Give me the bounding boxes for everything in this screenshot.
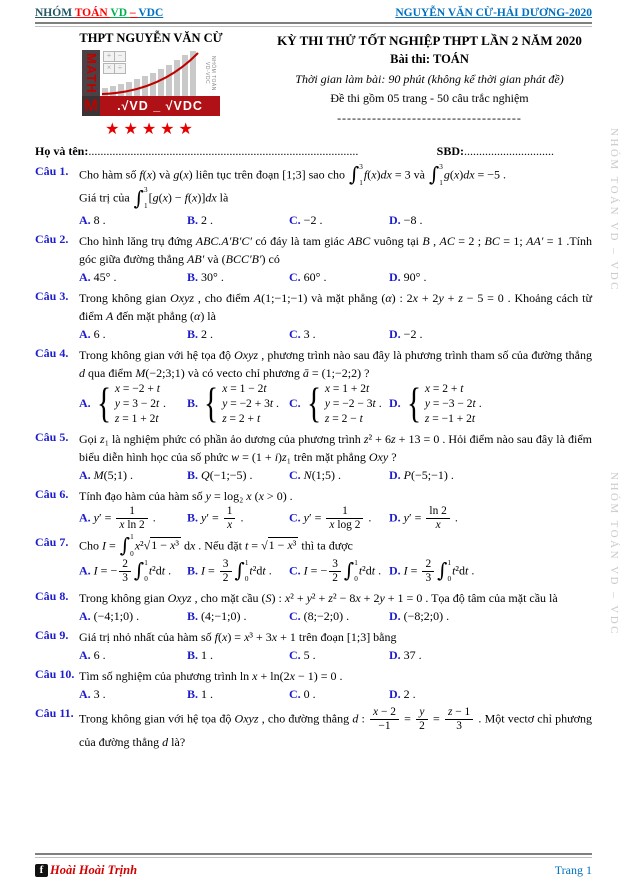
question-body [79,628,592,664]
answer-option: A. y′ = $\frac{1}{\text{x ln 2}}$ . [79,504,156,531]
question [35,430,592,484]
answer-option: B. Q(−1;−5) . [187,467,253,482]
answer-option: B. 1 . [187,686,214,701]
question-text: Trong không gian với hệ tọa độ Oxyz , cho đường thẳng d : $\frac{x - 2}{-1}$ = $\frac{y}{2}$ = $\frac{z - 1}{3}$ . Một vectơ chỉ phương của đường thẳng d là? [79,705,592,749]
question-text: Trong không gian với hệ tọa độ Oxyz , phương trình nào sau đây là phương trình tham số của đường thẳng d qua điểm M(−2;3;1) và có vecto chỉ phương ā = (1;−2;2) ? [79,347,593,380]
option-letter: B. [187,395,199,410]
option-letter: D. [389,608,401,623]
answer-option: D. 2 . [389,686,416,701]
answer-option: B. 2 . [187,212,214,227]
question [35,346,592,427]
question-options [79,607,592,625]
answer-option: C. I = − $\frac{3}{2}$ ∫ 1 0 t²dt . [289,558,382,585]
question-text: Cho hàm số f(x) và g(x) liên tục trên đoạn [1;3] sao cho ∫ 3 1 f(x)dx = 3 và ∫ 3 1 g(x)dx = −5 . Giá trị của ∫ 3 1 [g(x) − f(x)]dx là [79,162,507,211]
answer-option: A. M(5;1) . [79,467,133,482]
option-letter: A. [79,395,91,410]
answer-option: C. { x = 1 + 2t y = −2 − 3t z = 2 − t . [289,381,382,428]
question-text: Giá trị nhỏ nhất của hàm số f(x) = x³ + 3x + 1 trên đoạn [1;3] bằng [79,629,397,644]
question-text: Tính đạo hàm của hàm số y = log₂ x (x > 0) . [79,488,293,503]
question-text: Cho hình lăng trụ đứng ABC.A′B′C′ có đáy là tam giác ABC vuông tại B , AC = 2 ; BC = 1; AA′ = 1 .Tính góc giữa đường thẳng AB′ và (BCC′B′) có [79,233,593,266]
question-options [79,685,592,703]
dashes-divider: ------------------------------------- [337,111,522,125]
option-letter: B. [187,326,199,341]
option-letter: A. [79,212,91,227]
question-options [79,325,592,343]
question-label: Câu 9. [35,627,69,642]
logo-side-text: NHÓM TOÁN VD-VDC [204,55,216,91]
option-letter: D. [389,269,401,284]
option-letter: D. [389,563,401,578]
question-text: Tìm số nghiệm của phương trình ln x + ln(2x − 1) = 0 . [79,668,343,683]
five-stars-icon: ★★★★★ [105,121,197,138]
question-label: Câu 8. [35,588,69,603]
question-label: Câu 7. [35,534,69,549]
question-label: Câu 6. [35,486,69,501]
option-letter: B. [187,563,199,578]
option-letter: B. [187,686,199,701]
question-label: Câu 5. [35,429,69,444]
question-text: Trong không gian Oxyz , cho điểm A(1;−1;−1) và mặt phẳng (α) : 2x + 2y + z − 5 = 0 . Khoảng cách từ điểm A đến mặt phẳng (α) là [79,290,592,323]
question-body [79,487,592,532]
header-right: NGUYỄN VĂN CỪ-HẢI DƯƠNG-2020 [395,7,592,19]
option-letter: B. [187,510,199,525]
option-letter: A. [79,647,91,662]
exam-pages: Đề thi gồm 05 trang - 50 câu trắc nghiệm [330,91,529,105]
answer-option: D. { x = 2 + t y = −3 − 2t z = −1 + 2t . [389,381,482,428]
page-header [35,0,592,19]
option-letter: A. [79,563,91,578]
name-label: Họ và tên: [35,144,89,158]
option-letter: B. [187,269,199,284]
option-letter: C. [289,608,301,623]
option-letter: D. [389,326,401,341]
option-letter: D. [389,395,401,410]
math-vd-vdc-logo [82,50,220,139]
option-letter: A. [79,510,91,525]
answer-option: D. P(−5;−1) . [389,467,454,482]
answer-option: D. −2 . [389,326,423,341]
question-body [79,667,592,703]
growth-curve-icon [100,50,204,96]
question-label: Câu 4. [35,345,69,360]
question [35,667,592,703]
school-name: THPT NGUYỄN VĂN CỪ [79,31,223,45]
question [35,164,592,229]
question-options [79,558,592,585]
footer-divider [35,853,592,858]
question-options [79,268,592,286]
option-letter: A. [79,326,91,341]
question-label: Câu 3. [35,288,69,303]
question-body [79,430,592,484]
option-letter: A. [79,608,91,623]
question-body [79,289,592,343]
answer-option: C. 5 . [289,647,316,662]
answer-option: B. { x = 1 − 2t y = −2 + 3t z = 2 + t . [187,381,280,428]
question-label: Câu 11. [35,705,74,720]
header-divider [35,22,592,27]
option-letter: C. [289,467,301,482]
answer-option: A. 8 . [79,212,106,227]
answer-option: A. 6 . [79,647,106,662]
facebook-icon: f [35,864,48,877]
question-list [35,164,592,751]
question-text: Gọi z₁ là nghiệm phức có phần ảo dương của phương trình z² + 6z + 13 = 0 . Hỏi điểm nào sau đây là điểm biểu diễn hình học của số phức w = (1 + i)z₁ trên mặt phẳng Oxy ? [79,431,592,464]
question-body [79,589,592,625]
answer-option: C. 3 . [289,326,316,341]
option-letter: C. [289,395,301,410]
question-body [79,706,592,751]
question [35,232,592,286]
page-number: Trang 1 [554,863,592,877]
option-letter: C. [289,563,301,578]
option-letter: C. [289,326,301,341]
sbd-dotted-line: .............................. [464,144,554,158]
answer-option: C. 60° . [289,269,327,284]
option-letter: A. [79,467,91,482]
question-body [79,535,592,586]
option-letter: C. [289,212,301,227]
option-letter: D. [389,647,401,662]
question [35,535,592,586]
option-letter: B. [187,467,199,482]
answer-option: A. (−4;1;0) . [79,608,140,623]
sbd-label: SBD: [436,144,464,158]
answer-option: D. I = $\frac{2}{3}$ ∫ 1 0 t²dt . [389,558,475,585]
option-letter: D. [389,686,401,701]
question-options [79,466,592,484]
answer-option: D. y′ = $\frac{\ln 2}{x}$ . [389,504,458,531]
answer-option: A. 45° . [79,269,117,284]
answer-option: D. (−8;2;0) . [389,608,450,623]
option-letter: A. [79,269,91,284]
question-body [79,346,592,427]
candidate-info-row [35,144,592,159]
header-left-part: – [129,7,139,19]
answer-option: D. 90° . [389,269,427,284]
answer-option: D. −8 . [389,212,423,227]
option-letter: C. [289,686,301,701]
option-letter: B. [187,647,199,662]
answer-option: A. { x = −2 + t y = 3 − 2t z = 1 + 2t . [79,381,166,428]
question-options [79,211,592,229]
option-letter: D. [389,212,401,227]
answer-option: C. N(1;5) . [289,467,342,482]
option-letter: C. [289,647,301,662]
option-letter: C. [289,269,301,284]
question-label: Câu 10. [35,666,75,681]
header-left-part: TOÁN [74,7,111,19]
question-options [79,505,592,532]
answer-option: C. y′ = $\frac{1}{\text{x log 2}}$ . [289,504,372,531]
question-label: Câu 1. [35,164,69,178]
logo-banner-text: .√VD _ √VDC [100,96,220,116]
page-footer [35,853,592,878]
question [35,289,592,343]
answer-option: A. I = − $\frac{2}{3}$ ∫ 1 0 t²dt . [79,558,172,585]
watermark-bottom: NHÓM TOÁN VD – VDC [608,472,620,636]
question [35,706,592,751]
footer-author: Hoài Hoài Trịnh [50,863,138,877]
answer-option: C. (8;−2;0) . [289,608,350,623]
name-dotted-line: .......................................................................................... [88,144,359,158]
calculator-icon: + − × ÷ [103,51,124,74]
answer-option: B. 1 . [187,647,214,662]
question-body [79,232,592,286]
question-text: Trong không gian Oxyz , cho mặt cầu (S) : x² + y² + z² − 8x + 2y + 1 = 0 . Tọa độ tâm của mặt cầu là [79,590,558,605]
exam-title: KỲ THI THỬ TỐT NGHIỆP THPT LẦN 2 NĂM 2020 [277,33,582,48]
question-body [79,164,592,229]
option-letter: D. [389,510,401,525]
header-left-part: NHÓM [35,7,75,19]
answer-option: A. 3 . [79,686,106,701]
question-text: Cho I = ∫ 1 0 x²√1 − x³ dx . Nếu đặt t = √1 − x³ thì ta được [79,533,353,558]
exam-time: Thời gian làm bài: 90 phút (không kể thời gian phát đề) [295,72,564,86]
logo-math-text: MATH [82,50,100,96]
watermark-top: NHÓM TOÁN VD – VDC [608,128,620,292]
question-options [79,646,592,664]
question [35,487,592,532]
option-letter: D. [389,467,401,482]
answer-option: B. 2 . [187,326,214,341]
option-letter: B. [187,608,199,623]
answer-option: D. 37 . [389,647,422,662]
question [35,628,592,664]
question-options [79,382,592,427]
answer-option: C. 0 . [289,686,316,701]
option-letter: C. [289,510,301,525]
logo-m-letter: M [83,96,99,115]
answer-option: B. 30° . [187,269,224,284]
header-left [35,7,163,19]
option-letter: A. [79,686,91,701]
answer-option: C. −2 . [289,212,323,227]
header-left-part: VDC [138,7,164,19]
answer-option: B. I = $\frac{3}{2}$ ∫ 1 0 t²dt . [187,558,272,585]
question [35,589,592,625]
answer-option: A. 6 . [79,326,106,341]
header-left-part: VD [110,7,130,19]
answer-option: B. (4;−1;0) . [187,608,247,623]
answer-option: B. y′ = $\frac{1}{x}$ . [187,504,244,531]
option-letter: B. [187,212,199,227]
exam-subject: Bài thi: TOÁN [390,52,469,66]
question-label: Câu 2. [35,231,69,246]
